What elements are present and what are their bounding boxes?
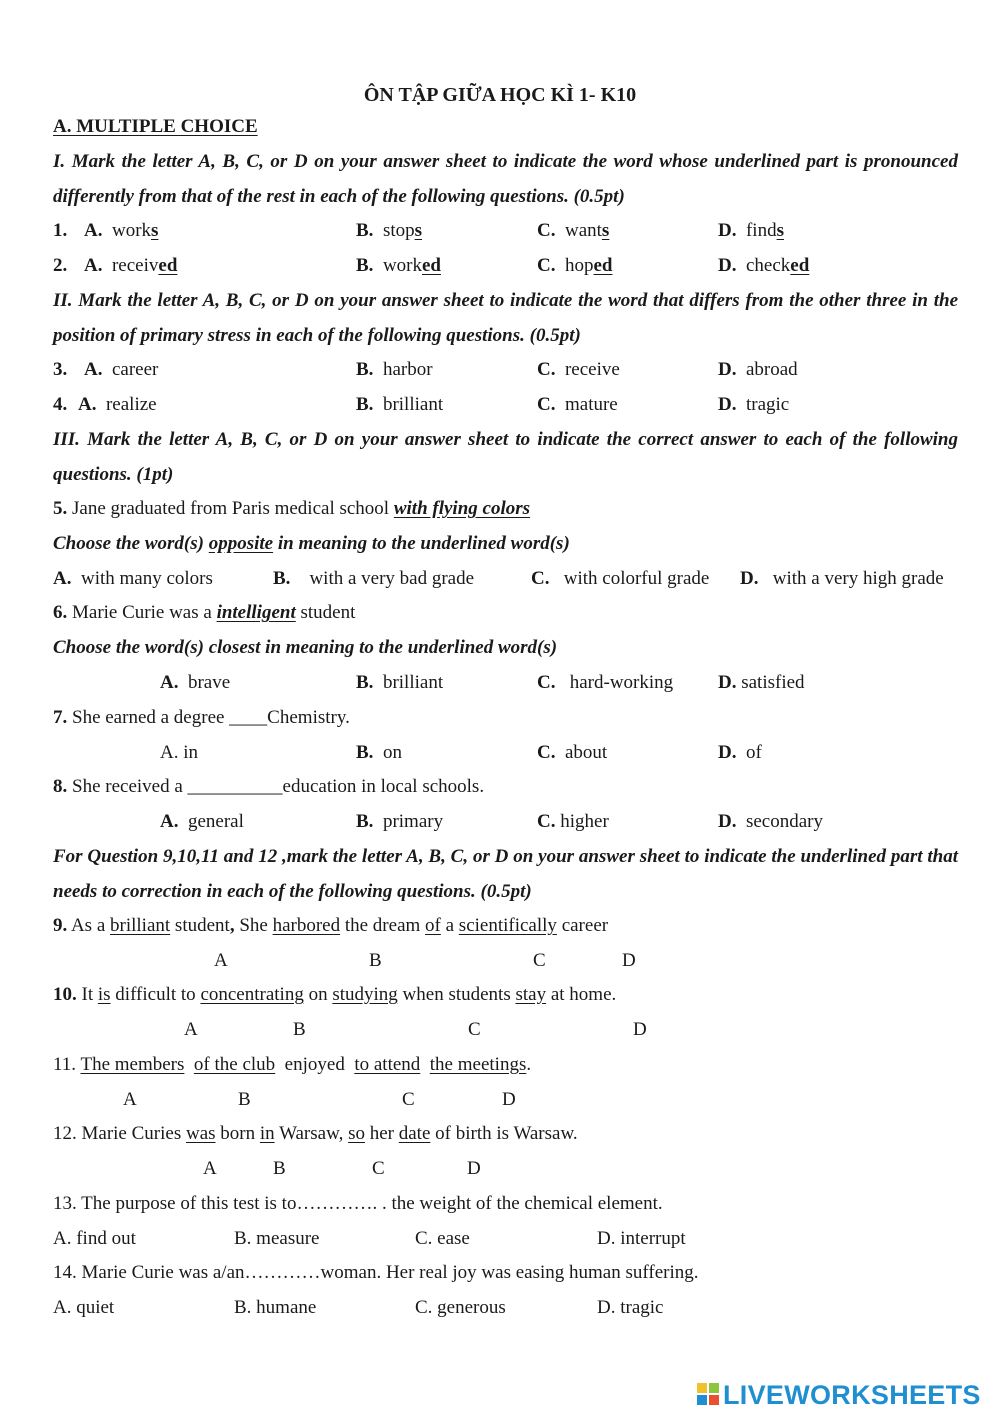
q2-option-d[interactable] bbox=[718, 254, 809, 278]
q9-part-a[interactable]: brilliant bbox=[110, 915, 171, 936]
q12-part-a[interactable]: was bbox=[185, 1123, 216, 1144]
logo-square-1 bbox=[697, 1383, 707, 1393]
q1-b-stem: stop bbox=[382, 220, 415, 241]
q6-option-a[interactable] bbox=[160, 671, 230, 695]
q9-t3: She bbox=[239, 915, 268, 936]
q7-b-text: on bbox=[382, 742, 402, 763]
q6-b-text: brilliant bbox=[382, 672, 444, 693]
q6-option-c[interactable] bbox=[537, 671, 673, 695]
q8-option-c[interactable] bbox=[537, 810, 609, 834]
q3-option-a[interactable] bbox=[84, 358, 158, 382]
q8-c-letter: C. bbox=[537, 811, 556, 832]
q1-b-letter: B. bbox=[356, 220, 374, 241]
q1-d-letter: D. bbox=[718, 220, 737, 241]
q9-t6: career bbox=[561, 915, 609, 936]
q10-label-b: B bbox=[293, 1019, 306, 1040]
q9-t2: student bbox=[174, 915, 230, 936]
q2-b-stem: work bbox=[382, 255, 422, 276]
instruction-i: I. Mark the letter A, B, C, or D on your answer sheet to indicate the word whose underlined part is pronounced differently from that of the rest in each of the following questions. (0.5pt) bbox=[53, 151, 958, 207]
q10-t4: when students bbox=[402, 984, 511, 1005]
q9-label-b: B bbox=[369, 950, 382, 971]
q1-b-end: s bbox=[414, 220, 423, 241]
instruction-ii: II. Mark the letter A, B, C, or D on your answer sheet to indicate the word that differs from the other three in the position of primary stress in each of the following questions. (0.5pt) bbox=[53, 290, 958, 346]
q1-option-a[interactable] bbox=[84, 219, 158, 243]
q1-a-end: s bbox=[151, 220, 159, 241]
q13-option-b[interactable]: B. measure bbox=[234, 1228, 320, 1249]
q4-b-text: brilliant bbox=[382, 394, 444, 415]
q7-a-text: in bbox=[183, 742, 199, 763]
q1-option-c[interactable] bbox=[537, 219, 609, 243]
q5-stem-text: Jane graduated from Paris medical school bbox=[72, 498, 390, 519]
q3-a-letter: A. bbox=[84, 359, 103, 380]
q5-b-text: with a very bad grade bbox=[309, 568, 475, 589]
q7-number: 7. bbox=[53, 707, 68, 728]
q2-option-b[interactable] bbox=[356, 254, 441, 278]
q10-part-a[interactable]: is bbox=[97, 984, 111, 1005]
q1-c-letter: C. bbox=[537, 220, 556, 241]
q10-t2: difficult to bbox=[115, 984, 196, 1005]
q11-label-b: B bbox=[238, 1089, 251, 1110]
q10-sentence bbox=[53, 983, 616, 1007]
q7-b-letter: B. bbox=[356, 742, 374, 763]
q1-number: 1. bbox=[53, 220, 68, 241]
q10-number: 10. bbox=[53, 984, 77, 1005]
q11-part-c[interactable]: to attend bbox=[354, 1054, 421, 1075]
q12-label-c: C bbox=[372, 1158, 385, 1179]
q11-t1: enjoyed bbox=[284, 1054, 345, 1075]
q5-stem bbox=[53, 497, 530, 521]
q2-a-stem: receiv bbox=[111, 255, 159, 276]
q12-t5: of birth is Warsaw. bbox=[435, 1123, 578, 1144]
q9-part-d[interactable]: scientifically bbox=[458, 915, 557, 936]
q7-a-letter: A. bbox=[160, 742, 179, 763]
q14-option-a[interactable]: A. quiet bbox=[53, 1297, 115, 1318]
q11-part-a[interactable]: The members bbox=[80, 1054, 185, 1075]
q11-label-a: A bbox=[123, 1089, 137, 1110]
q5-a-letter: A. bbox=[53, 568, 72, 589]
q4-a-letter: A. bbox=[78, 394, 97, 415]
q9-part-b[interactable]: harbored bbox=[272, 915, 341, 936]
q8-number: 8. bbox=[53, 776, 68, 797]
q2-a-end: ed bbox=[158, 255, 178, 276]
q3-option-d[interactable] bbox=[718, 358, 798, 382]
liveworksheets-logo-text: LIVEWORKSHEETS bbox=[723, 1379, 981, 1410]
q14-option-d[interactable]: D. tragic bbox=[597, 1297, 664, 1318]
q2-b-letter: B. bbox=[356, 255, 374, 276]
q8-d-text: secondary bbox=[745, 811, 824, 832]
q4-b-letter: B. bbox=[356, 394, 374, 415]
section-a-heading: A. MULTIPLE CHOICE bbox=[53, 116, 258, 137]
q8-option-b[interactable] bbox=[356, 810, 443, 834]
q6-option-b[interactable] bbox=[356, 671, 443, 695]
q13-option-a[interactable]: A. find out bbox=[53, 1228, 136, 1249]
q2-c-stem: hop bbox=[564, 255, 594, 276]
q2-d-letter: D. bbox=[718, 255, 737, 276]
q10-t3: on bbox=[308, 984, 328, 1005]
q8-a-text: general bbox=[187, 811, 244, 832]
q9-t5: a bbox=[445, 915, 455, 936]
q5-b-letter: B. bbox=[273, 568, 291, 589]
q1-option-b[interactable] bbox=[356, 219, 422, 243]
logo-square-3 bbox=[697, 1395, 707, 1405]
q12-t2: born bbox=[220, 1123, 256, 1144]
q13-stem: 13. The purpose of this test is to…………. . the weight of the chemical element. bbox=[53, 1193, 663, 1214]
q10-part-b[interactable]: concentrating bbox=[200, 984, 304, 1005]
q6-stem bbox=[53, 601, 355, 625]
q9-label-c: C bbox=[533, 950, 546, 971]
instruction-correction: For Question 9,10,11 and 12 ,mark the letter A, B, C, or D on your answer sheet to indicate the underlined part that needs to correction in each of the following questions. (0.5pt) bbox=[53, 846, 958, 902]
q6-option-d[interactable] bbox=[718, 671, 805, 695]
q8-option-d[interactable] bbox=[718, 810, 823, 834]
q12-label-d: D bbox=[467, 1158, 481, 1179]
q7-c-text: about bbox=[564, 742, 608, 763]
q5-a-text: with many colors bbox=[80, 568, 213, 589]
q5-d-letter: D. bbox=[740, 568, 759, 589]
q13-option-c[interactable]: C. ease bbox=[415, 1228, 470, 1249]
q5-prompt-key: opposite bbox=[208, 533, 274, 554]
q3-number: 3. bbox=[53, 359, 68, 380]
q3-a-text: career bbox=[111, 359, 159, 380]
q12-part-d[interactable]: date bbox=[398, 1123, 431, 1144]
q9-t1: As a bbox=[70, 915, 106, 936]
q7-d-text: of bbox=[745, 742, 762, 763]
q6-a-letter: A. bbox=[160, 672, 179, 693]
q12-number: 12. bbox=[53, 1123, 77, 1144]
q14-option-b[interactable]: B. humane bbox=[234, 1297, 317, 1318]
q8-c-text: higher bbox=[560, 811, 609, 832]
q11-part-d[interactable]: the meetings bbox=[429, 1054, 527, 1075]
q2-c-end: ed bbox=[593, 255, 613, 276]
q10-label-d: D bbox=[633, 1019, 647, 1040]
q12-sentence bbox=[53, 1122, 578, 1146]
q2-a-letter: A. bbox=[84, 255, 103, 276]
q6-d-text: satisfied bbox=[741, 672, 805, 693]
q11-label-d: D bbox=[502, 1089, 516, 1110]
q3-d-text: abroad bbox=[745, 359, 798, 380]
q2-d-stem: check bbox=[745, 255, 791, 276]
q7-option-c[interactable] bbox=[537, 741, 607, 765]
q8-stem bbox=[53, 775, 484, 799]
q12-label-b: B bbox=[273, 1158, 286, 1179]
q7-option-d[interactable] bbox=[718, 741, 762, 765]
q12-part-c[interactable]: so bbox=[348, 1123, 365, 1144]
q11-sentence bbox=[53, 1053, 531, 1077]
q5-number: 5. bbox=[53, 498, 68, 519]
q2-b-end: ed bbox=[422, 255, 441, 276]
q10-label-a: A bbox=[184, 1019, 198, 1040]
q7-d-letter: D. bbox=[718, 742, 737, 763]
q11-part-b[interactable]: of the club bbox=[193, 1054, 276, 1075]
q14-option-c[interactable]: C. generous bbox=[415, 1297, 506, 1318]
q5-prompt-post: in meaning to the underlined word(s) bbox=[277, 533, 570, 554]
q10-t5: at home. bbox=[550, 984, 617, 1005]
q4-option-b[interactable] bbox=[356, 393, 443, 417]
q4-number: 4. bbox=[53, 394, 68, 415]
q3-c-text: receive bbox=[564, 359, 620, 380]
q4-c-text: mature bbox=[564, 394, 618, 415]
logo-square-2 bbox=[709, 1383, 719, 1393]
q2-option-a[interactable] bbox=[84, 254, 177, 278]
q6-stem-post: student bbox=[300, 602, 356, 623]
q6-b-letter: B. bbox=[356, 672, 374, 693]
q7-c-letter: C. bbox=[537, 742, 556, 763]
q4-option-a[interactable] bbox=[78, 393, 157, 417]
q1-c-end: s bbox=[601, 220, 610, 241]
q3-c-letter: C. bbox=[537, 359, 556, 380]
q2-option-c[interactable] bbox=[537, 254, 612, 278]
q9-label-a: A bbox=[214, 950, 228, 971]
q8-stem-text: She received a __________education in local schools. bbox=[72, 776, 485, 797]
q9-part-c[interactable]: of bbox=[425, 915, 441, 936]
q4-c-letter: C. bbox=[537, 394, 556, 415]
q12-t1: Marie Curies bbox=[81, 1123, 182, 1144]
q5-c-letter: C. bbox=[531, 568, 550, 589]
q8-a-letter: A. bbox=[160, 811, 179, 832]
q3-d-letter: D. bbox=[718, 359, 737, 380]
q8-b-text: primary bbox=[382, 811, 444, 832]
q9-t4: the dream bbox=[344, 915, 421, 936]
q6-c-text: hard-working bbox=[569, 672, 674, 693]
q4-d-letter: D. bbox=[718, 394, 737, 415]
q14-stem: 14. Marie Curie was a/an…………woman. Her real joy was easing human suffering. bbox=[53, 1262, 699, 1283]
q12-label-a: A bbox=[203, 1158, 217, 1179]
q5-prompt-pre: Choose the word(s) bbox=[53, 533, 204, 554]
q1-option-d[interactable] bbox=[718, 219, 784, 243]
q2-c-letter: C. bbox=[537, 255, 556, 276]
q3-option-c[interactable] bbox=[537, 358, 620, 382]
q5-option-a[interactable] bbox=[53, 567, 213, 591]
q3-option-b[interactable] bbox=[356, 358, 433, 382]
q5-option-b[interactable] bbox=[273, 567, 474, 591]
q4-option-c[interactable] bbox=[537, 393, 618, 417]
q9-t2b: , bbox=[229, 915, 235, 936]
q5-d-text: with a very high grade bbox=[772, 568, 944, 589]
q9-label-d: D bbox=[622, 950, 636, 971]
q7-option-b[interactable] bbox=[356, 741, 402, 765]
q7-option-a[interactable] bbox=[160, 741, 198, 765]
q9-number: 9. bbox=[53, 915, 68, 936]
q6-stem-pre: Marie Curie was a bbox=[72, 602, 212, 623]
q5-c-text: with colorful grade bbox=[563, 568, 710, 589]
q6-number: 6. bbox=[53, 602, 68, 623]
q4-d-text: tragic bbox=[745, 394, 790, 415]
q9-sentence bbox=[53, 914, 608, 938]
logo-square-4 bbox=[709, 1395, 719, 1405]
q5-underlined: with flying colors bbox=[393, 498, 531, 519]
q6-c-letter: C. bbox=[537, 672, 556, 693]
q6-underlined: intelligent bbox=[216, 602, 296, 623]
q11-t2: . bbox=[526, 1054, 532, 1075]
q4-a-text: realize bbox=[105, 394, 157, 415]
q8-option-a[interactable] bbox=[160, 810, 244, 834]
liveworksheets-logo bbox=[697, 1378, 981, 1412]
page-title: ÔN TẬP GIỮA HỌC KÌ 1- K10 bbox=[363, 84, 637, 106]
q13-option-d[interactable]: D. interrupt bbox=[597, 1228, 686, 1249]
q7-stem bbox=[53, 706, 350, 730]
q3-b-text: harbor bbox=[382, 359, 433, 380]
q12-t4: her bbox=[369, 1123, 394, 1144]
q6-a-text: brave bbox=[187, 672, 231, 693]
q10-part-c[interactable]: studying bbox=[332, 984, 398, 1005]
q1-a-letter: A. bbox=[84, 220, 103, 241]
q12-part-b[interactable]: in bbox=[259, 1123, 275, 1144]
q4-option-d[interactable] bbox=[718, 393, 789, 417]
q8-b-letter: B. bbox=[356, 811, 374, 832]
q2-d-end: ed bbox=[790, 255, 810, 276]
q12-t3: Warsaw, bbox=[279, 1123, 344, 1144]
liveworksheets-logo-icon bbox=[697, 1383, 721, 1407]
q1-c-stem: want bbox=[564, 220, 602, 241]
q7-stem-text: She earned a degree ____Chemistry. bbox=[72, 707, 350, 728]
q10-part-d[interactable]: stay bbox=[515, 984, 547, 1005]
q1-a-stem: work bbox=[111, 220, 152, 241]
q2-number: 2. bbox=[53, 255, 68, 276]
q5-prompt bbox=[53, 532, 570, 556]
q3-b-letter: B. bbox=[356, 359, 374, 380]
q6-prompt: Choose the word(s) closest in meaning to the underlined word(s) bbox=[53, 637, 558, 658]
q11-label-c: C bbox=[402, 1089, 415, 1110]
q6-d-letter: D. bbox=[718, 672, 737, 693]
q10-label-c: C bbox=[468, 1019, 481, 1040]
q1-d-stem: find bbox=[745, 220, 777, 241]
q1-d-end: s bbox=[776, 220, 784, 241]
q8-d-letter: D. bbox=[718, 811, 737, 832]
instruction-iii: III. Mark the letter A, B, C, or D on your answer sheet to indicate the correct answer to each of the following questions. (1pt) bbox=[53, 429, 958, 485]
q5-option-c[interactable] bbox=[531, 567, 709, 591]
q11-number: 11. bbox=[53, 1054, 77, 1075]
q5-option-d[interactable] bbox=[740, 567, 944, 591]
q10-t1: It bbox=[81, 984, 94, 1005]
